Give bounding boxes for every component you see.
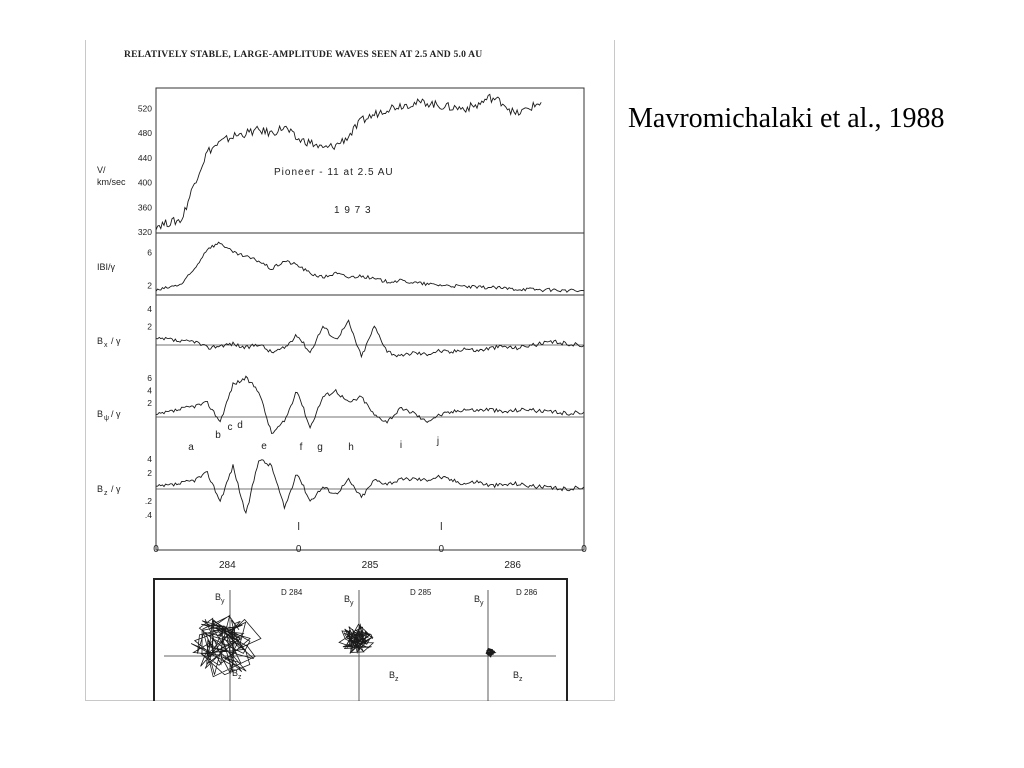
year-annotation: 1 9 7 3 — [334, 205, 372, 216]
tick-label: 4 — [147, 303, 152, 314]
series-by-line — [156, 376, 584, 433]
b-magnitude-axis-label: IBI/γ — [97, 262, 116, 272]
hodogram-bz-subscript: z — [238, 674, 242, 681]
tick-label: 520 — [137, 103, 152, 114]
bz-axis-label — [97, 484, 121, 497]
figure-graphic — [86, 40, 616, 701]
by-axis-label — [97, 409, 121, 422]
v-tick-labels — [138, 104, 152, 237]
tick-label: 4 — [147, 454, 152, 464]
hodogram-bz-label: B — [232, 668, 239, 678]
svg-text:z: z — [104, 490, 108, 497]
series-traces — [156, 94, 584, 513]
svg-text:V/: V/ — [97, 165, 106, 175]
tick-label: 360 — [137, 202, 152, 213]
day-label: 285 — [361, 560, 379, 571]
wave-label-b: b — [215, 430, 221, 441]
tick-label: 480 — [137, 128, 152, 139]
svg-text:B: B — [97, 336, 104, 346]
hodogram-day-label: D 286 — [516, 588, 538, 597]
hour-tick-label: 0 — [438, 544, 445, 555]
tick-label: 2 — [147, 468, 152, 478]
series-bx-line — [156, 320, 584, 357]
tick-label: 2 — [147, 280, 152, 291]
svg-text:/ γ: / γ — [111, 336, 121, 346]
v-axis-label — [97, 165, 126, 187]
svg-text:B: B — [97, 409, 104, 419]
hodogram-trace-1 — [191, 615, 261, 676]
wave-label-h: h — [348, 442, 354, 453]
by-tick-labels — [147, 373, 152, 408]
svg-text:x: x — [104, 342, 108, 349]
hodogram-trace-2 — [339, 624, 373, 653]
wave-label-f: f — [299, 442, 303, 453]
wave-label-i: i — [399, 440, 403, 451]
svg-text:/ γ: / γ — [111, 484, 121, 494]
hour-tick-label: 0 — [295, 544, 302, 555]
wave-label-g: g — [317, 442, 323, 453]
wave-label-j: j — [436, 436, 440, 447]
wave-label-a: a — [188, 442, 194, 453]
hodogram-by-label: B — [474, 594, 481, 604]
hodogram-bz-label: B — [513, 670, 520, 680]
svg-text:ψ: ψ — [104, 415, 109, 422]
hodogram-by-subscript: y — [221, 598, 225, 605]
figure-frame — [85, 40, 615, 701]
figure-title: RELATIVELY STABLE, LARGE-AMPLITUDE WAVES SEEN AT 2.5 AND 5.0 AU — [124, 49, 483, 60]
plot-box — [156, 88, 584, 550]
day-labels — [219, 560, 521, 571]
bx-axis-label — [97, 336, 121, 349]
tick-label: 2 — [147, 321, 152, 332]
tick-label: 400 — [137, 177, 152, 188]
hodogram-by-subscript: y — [480, 600, 484, 607]
wave-label-d: d — [237, 420, 243, 431]
tick-label: 4 — [147, 385, 152, 396]
wave-labels — [188, 420, 439, 453]
bz-tick-labels — [145, 454, 152, 520]
hodogram-day-label: D 285 — [410, 588, 432, 597]
wave-label-c: c — [227, 422, 233, 433]
tick-label: .2 — [144, 496, 152, 506]
hodogram-day-label: D 284 — [281, 588, 303, 597]
bx-tick-labels — [147, 304, 152, 332]
wave-label-e: e — [261, 441, 267, 452]
svg-text:km/sec: km/sec — [97, 177, 126, 187]
hodogram-bz-label: B — [389, 670, 396, 680]
hodogram-bz-subscript: z — [395, 676, 399, 683]
svg-text:/ γ: / γ — [111, 409, 121, 419]
b-tick-labels — [147, 248, 152, 291]
hodogram-by-subscript: y — [350, 600, 354, 607]
hodogram-by-label: B — [344, 594, 351, 604]
tick-label: 6 — [147, 247, 152, 258]
hodogram-bz-subscript: z — [519, 676, 523, 683]
hodogram-by-label: B — [215, 592, 222, 602]
tick-label: 6 — [147, 373, 152, 384]
hodogram-trace-3 — [486, 649, 495, 657]
tick-label: 320 — [137, 227, 152, 237]
hodogram-labels — [215, 588, 538, 683]
citation: Mavromichalaki et al., 1988 — [628, 103, 945, 134]
day-label: 286 — [504, 560, 522, 571]
hour-tick-label: 0 — [581, 544, 587, 555]
tick-label: 440 — [137, 152, 152, 163]
day-label: 284 — [218, 560, 236, 571]
tick-label: 2 — [147, 397, 152, 408]
spacecraft-annotation: Pioneer - 11 at 2.5 AU — [274, 167, 394, 178]
hour-tick-label: 0 — [153, 544, 159, 555]
series-absb-line — [156, 242, 584, 292]
series-bz-line — [156, 460, 584, 513]
tick-label: .4 — [144, 510, 152, 520]
svg-text:B: B — [97, 484, 104, 494]
